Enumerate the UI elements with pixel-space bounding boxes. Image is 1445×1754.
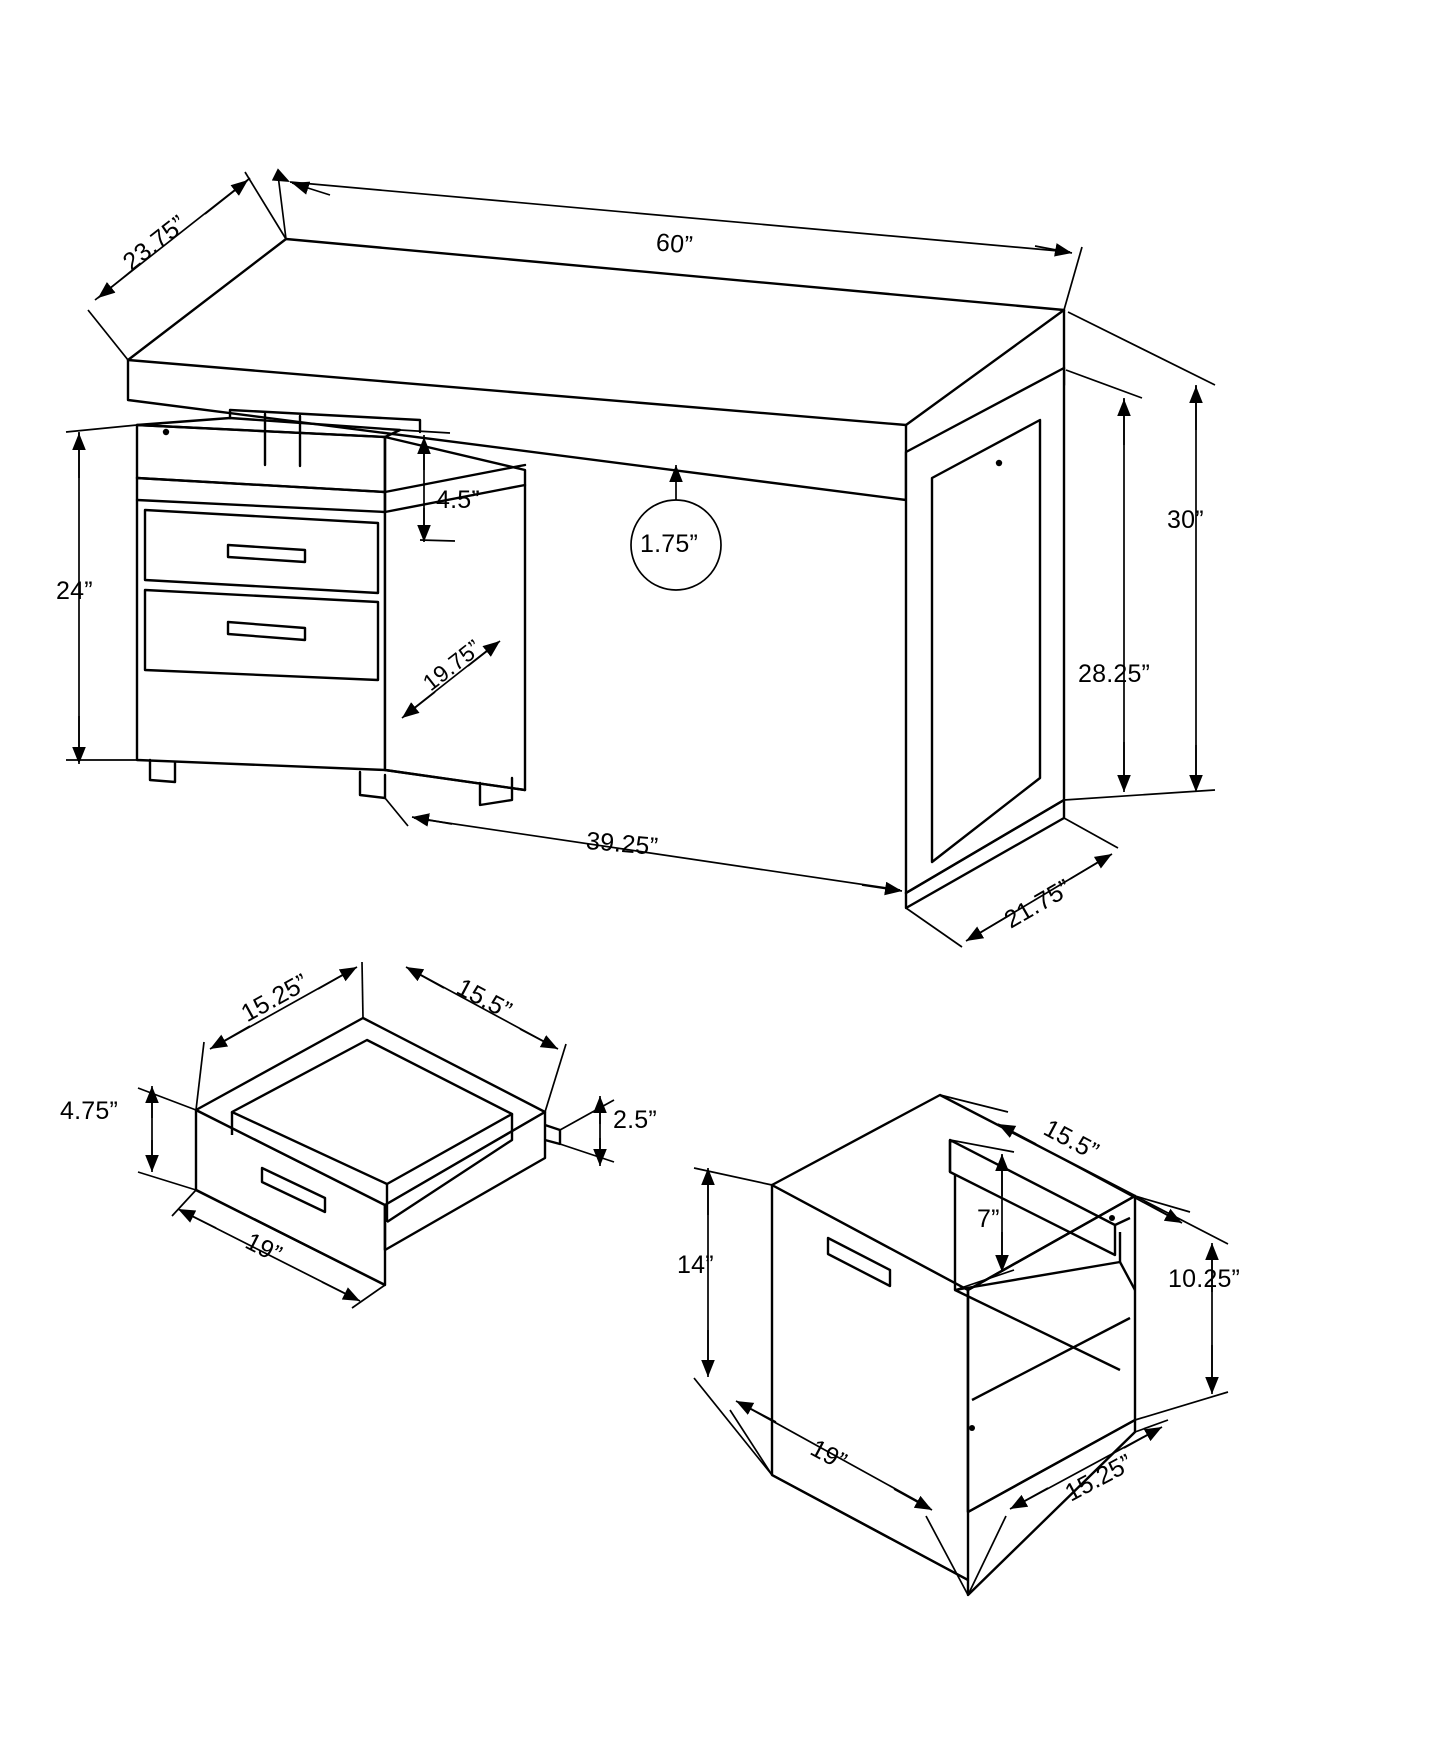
dimension-label-small-drawer-front-height: 4.75” — [60, 1097, 118, 1125]
left-cabinet — [137, 410, 525, 805]
dimension-label-shelf-opening: 4.5” — [436, 486, 480, 514]
dimension-label-small-drawer-width: 15.5” — [452, 973, 517, 1026]
dimension-label-knee-space: 39.25” — [584, 826, 660, 862]
dimension-label-small-drawer-depth: 15.25” — [236, 968, 314, 1028]
dimension-label-file-drawer-front-width: 19” — [805, 1434, 852, 1477]
dimension-label-leg-height: 28.25” — [1078, 660, 1151, 688]
dimension-label-top-thickness: 1.75” — [640, 530, 698, 558]
dimension-label-leg-depth: 21.75” — [999, 873, 1077, 935]
dimension-label-overall-height: 30” — [1167, 506, 1204, 534]
dimension-label-cabinet-height: 24” — [56, 577, 93, 605]
desk-assembly-view — [128, 239, 1064, 908]
dimension-label-small-drawer-box-height: 2.5” — [613, 1106, 657, 1134]
dimension-label-file-drawer-inner-height: 7” — [977, 1205, 1000, 1233]
dimension-label-file-drawer-front-height: 14” — [677, 1251, 714, 1279]
dimension-label-top-depth: 23.75” — [117, 209, 192, 277]
right-leg-panel — [906, 368, 1064, 908]
dimension-label-top-width: 60” — [654, 228, 694, 260]
dimension-label-file-drawer-depth: 15.25” — [1060, 1448, 1138, 1508]
dimension-label-file-drawer-box-height: 10.25” — [1168, 1265, 1241, 1293]
file-drawer-view — [772, 1095, 1138, 1595]
dimension-label-small-drawer-front-width: 19” — [240, 1227, 287, 1269]
dimension-label-cabinet-depth: 19.75” — [417, 634, 487, 696]
dimension-label-file-drawer-width: 15.5” — [1039, 1114, 1104, 1167]
